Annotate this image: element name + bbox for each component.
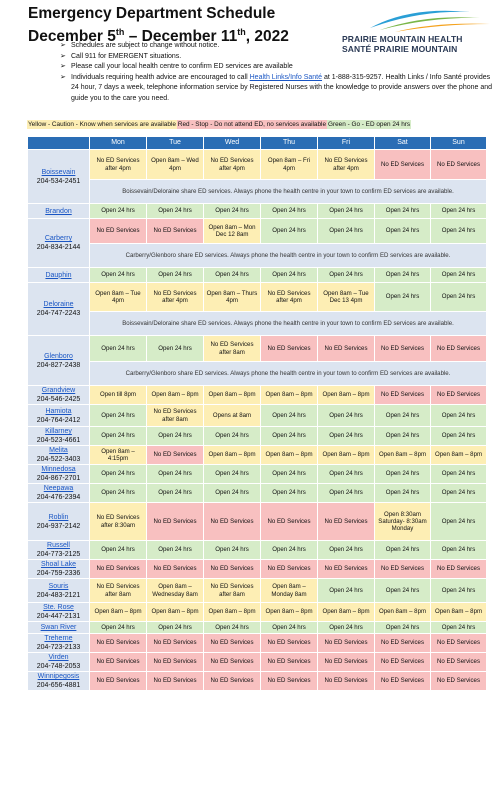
schedule-cell: Open 24 hrs [204, 484, 261, 503]
location-phone: 204-534-2451 [36, 177, 81, 185]
schedule-cell: Open 24 hrs [261, 465, 318, 484]
day-header-fri: Fri [318, 137, 375, 150]
schedule-cell: Open 8am – Fri 4pm [261, 150, 318, 180]
location-cell [28, 603, 90, 622]
schedule-cell: Open 24 hrs [431, 204, 487, 219]
schedule-cell: Open 8am – 8pm [147, 603, 204, 622]
location-cell [28, 503, 90, 541]
location-link[interactable]: Carberry [44, 235, 73, 242]
table-row [28, 405, 487, 427]
schedule-cell: Open 24 hrs [90, 336, 147, 362]
schedule-cell: No ED Services [90, 672, 147, 691]
location-cell [28, 446, 90, 465]
logo-name-en: PRAIRIE MOUNTAIN HEALTH [342, 34, 463, 44]
schedule-cell: Open 24 hrs [147, 541, 204, 560]
schedule-cell: Open 24 hrs [261, 268, 318, 283]
schedule-cell: No ED Services [318, 336, 375, 362]
location-cell [28, 653, 90, 672]
table-row [28, 268, 487, 283]
schedule-cell: No ED Services [204, 503, 261, 541]
schedule-cell: No ED Services [147, 503, 204, 541]
location-phone: 204-759-2336 [36, 570, 81, 577]
schedule-cell: Open 24 hrs [431, 541, 487, 560]
schedule-cell: Open 24 hrs [318, 268, 375, 283]
schedule-cell: Open 24 hrs [375, 405, 431, 427]
schedule-cell: Open 24 hrs [204, 622, 261, 634]
color-legend [27, 120, 411, 129]
schedule-cell: Open 24 hrs [147, 336, 204, 362]
schedule-cell: No ED Services [375, 672, 431, 691]
schedule-cell: No ED Services [318, 503, 375, 541]
location-phone: 204-476-2394 [36, 494, 81, 501]
schedule-cell: Open 24 hrs [375, 541, 431, 560]
location-link[interactable]: Glenboro [44, 352, 73, 360]
schedule-cell: No ED Services [431, 386, 487, 405]
day-header-tue: Tue [147, 137, 204, 150]
legend-red: Red - Stop - Do not attend ED, no services available [177, 121, 327, 128]
date-range: December 5th – December 11th, 2022 [28, 27, 289, 46]
location-phone: 204-546-2425 [36, 396, 81, 403]
schedule-cell: Open 8am – Monday 8am [261, 579, 318, 603]
location-cell [28, 405, 90, 427]
schedule-cell: Open 8am – Wed 4pm [147, 150, 204, 180]
location-phone: 204-483-2121 [36, 591, 81, 599]
schedule-cell: Open 24 hrs [90, 204, 147, 219]
ed-schedule-table [27, 136, 487, 691]
table-row [28, 503, 487, 541]
schedule-cell: Open 24 hrs [431, 503, 487, 541]
location-cell [28, 465, 90, 484]
schedule-cell: Open 8am – 8pm [261, 386, 318, 405]
table-row [28, 465, 487, 484]
schedule-cell: Open 24 hrs [375, 579, 431, 603]
schedule-cell: No ED Services after 4pm [204, 150, 261, 180]
schedule-cell: No ED Services [261, 503, 318, 541]
schedule-cell: No ED Services [90, 560, 147, 579]
schedule-cell: No ED Services [90, 219, 147, 244]
location-phone: 204-656-4881 [36, 682, 81, 689]
schedule-cell: Open 24 hrs [375, 283, 431, 312]
schedule-cell: No ED Services after 8am [204, 336, 261, 362]
table-row [28, 672, 487, 691]
schedule-cell: No ED Services [318, 634, 375, 653]
schedule-cell: Open 24 hrs [318, 427, 375, 446]
location-phone: 204-937-2142 [36, 522, 81, 530]
schedule-cell: No ED Services after 4pm [261, 283, 318, 312]
table-row [28, 150, 487, 180]
shared-services-note-row [28, 180, 487, 204]
logo-swoosh-icon [340, 4, 500, 34]
schedule-cell: Open 8:30am Saturday- 8:30am Monday [375, 503, 431, 541]
schedule-cell: Open 8am – Mon Dec 12 8am [204, 219, 261, 244]
location-cell [28, 541, 90, 560]
schedule-cell: No ED Services [431, 653, 487, 672]
location-link[interactable]: Roblin [48, 513, 69, 521]
notice-item: ➢ Individuals requiring health advice are encouraged to call Health Links/Info Santé at 1-888-315-9257. Health Links / Info Santé provides 24 hour, 7 days a week, telephone information service by Registered Nurses with the knowledge to provide answers over the phone and guide you to the care you need. [60, 73, 496, 105]
location-cell [28, 622, 90, 634]
schedule-cell: Open 8am – 8pm [90, 603, 147, 622]
schedule-cell: Open 24 hrs [90, 465, 147, 484]
location-link[interactable]: Treherne [44, 635, 73, 642]
schedule-cell: No ED Services [261, 672, 318, 691]
schedule-cell: Open 24 hrs [431, 622, 487, 634]
schedule-cell: Open 24 hrs [318, 465, 375, 484]
schedule-cell: No ED Services [375, 336, 431, 362]
schedule-cell: No ED Services after 4pm [318, 150, 375, 180]
schedule-cell: No ED Services [375, 653, 431, 672]
schedule-cell: Open 24 hrs [147, 622, 204, 634]
location-cell [28, 672, 90, 691]
schedule-cell: Open 24 hrs [431, 579, 487, 603]
schedule-cell: Open 24 hrs [431, 405, 487, 427]
schedule-cell: Open 24 hrs [147, 268, 204, 283]
schedule-cell: Open 24 hrs [318, 405, 375, 427]
schedule-cell: Open 8am – 8pm [204, 446, 261, 465]
schedule-cell: No ED Services [375, 386, 431, 405]
schedule-cell: Open 24 hrs [431, 219, 487, 244]
schedule-cell: No ED Services [204, 634, 261, 653]
schedule-cell: No ED Services [375, 560, 431, 579]
location-link[interactable]: Killarney [45, 428, 72, 435]
schedule-cell: Open 24 hrs [147, 204, 204, 219]
table-row [28, 541, 487, 560]
schedule-cell: No ED Services after 8am [204, 579, 261, 603]
table-row [28, 653, 487, 672]
schedule-cell: No ED Services [204, 560, 261, 579]
schedule-cell: No ED Services [147, 560, 204, 579]
schedule-cell: No ED Services [147, 446, 204, 465]
location-link[interactable]: Virden [48, 654, 69, 661]
schedule-cell: Open 8am – 8pm [318, 446, 375, 465]
schedule-cell: Open 24 hrs [261, 484, 318, 503]
location-link[interactable]: Minnedosa [41, 466, 76, 473]
schedule-cell: Open 24 hrs [90, 484, 147, 503]
schedule-cell: Open 8am – Wednesday 8am [147, 579, 204, 603]
schedule-cell: No ED Services [261, 560, 318, 579]
notice-item: ➢ Call 911 for EMERGENT situations. [60, 52, 496, 63]
schedule-cell: No ED Services [261, 336, 318, 362]
table-row [28, 204, 487, 219]
day-header-mon: Mon [90, 137, 147, 150]
location-link[interactable]: Winnipegosis [37, 673, 80, 680]
location-phone: 204-764-2412 [36, 416, 81, 424]
location-link[interactable]: Souris [48, 582, 69, 590]
shared-services-note: Boissevain/Deloraine share ED services. Always phone the health centre in your town to confirm ED services are available. [90, 180, 487, 204]
table-body [28, 150, 487, 691]
schedule-cell: Open 24 hrs [318, 484, 375, 503]
shared-services-note: Carberry/Glenboro share ED services. Always phone the health centre in your town to confirm ED services are available. [90, 362, 487, 386]
notice-list [60, 41, 496, 105]
table-row [28, 219, 487, 244]
shared-services-note-row [28, 362, 487, 386]
schedule-cell: Open 24 hrs [375, 427, 431, 446]
location-cell [28, 386, 90, 405]
schedule-cell: No ED Services [261, 653, 318, 672]
schedule-cell: Open 24 hrs [90, 541, 147, 560]
location-link[interactable]: Grandview [41, 387, 76, 394]
schedule-cell: Open 24 hrs [90, 622, 147, 634]
schedule-cell: Open 8am – 8pm [204, 603, 261, 622]
schedule-cell: No ED Services [261, 634, 318, 653]
schedule-cell: Open 8am – 8pm [375, 446, 431, 465]
location-link[interactable]: Russell [47, 542, 70, 549]
schedule-cell: Open 8am – 8pm [375, 603, 431, 622]
schedule-cell: No ED Services [431, 634, 487, 653]
schedule-cell: Open 24 hrs [261, 427, 318, 446]
schedule-cell: Open 8am – 8pm [261, 446, 318, 465]
shared-services-note-row [28, 312, 487, 336]
location-phone: 204-723-2133 [36, 644, 81, 651]
corner-cell [28, 137, 90, 150]
location-phone: 204-522-3403 [36, 456, 81, 463]
schedule-cell: No ED Services [375, 150, 431, 180]
schedule-cell: Open 24 hrs [90, 268, 147, 283]
schedule-cell: No ED Services after 8:30am [90, 503, 147, 541]
schedule-cell: Open 24 hrs [318, 219, 375, 244]
health-links-link[interactable]: Health Links/Info Santé [249, 73, 323, 81]
schedule-cell: Open 24 hrs [375, 219, 431, 244]
legend-yellow: Yellow - Caution - Know when services are available [28, 121, 176, 128]
location-cell [28, 579, 90, 603]
location-cell [28, 336, 90, 386]
schedule-cell: Open 24 hrs [204, 427, 261, 446]
schedule-cell: Open 24 hrs [431, 484, 487, 503]
table-row [28, 622, 487, 634]
location-phone: 204-523-4661 [36, 437, 81, 444]
schedule-cell: No ED Services [147, 634, 204, 653]
schedule-cell: Open 24 hrs [261, 405, 318, 427]
location-link[interactable]: Brandon [45, 207, 72, 215]
schedule-cell: No ED Services [147, 219, 204, 244]
schedule-cell: Open 24 hrs [204, 541, 261, 560]
schedule-cell: Open 24 hrs [318, 204, 375, 219]
location-phone: 204-447-2131 [36, 613, 81, 620]
schedule-cell: Open 24 hrs [431, 427, 487, 446]
schedule-cell: Open 8am – Thurs 4pm [204, 283, 261, 312]
schedule-cell: Open 24 hrs [318, 541, 375, 560]
location-phone: 204-834-2144 [36, 244, 81, 251]
schedule-cell: Open 24 hrs [375, 268, 431, 283]
location-link[interactable]: Hamiota [45, 407, 72, 415]
location-phone: 204-773-2125 [36, 551, 81, 558]
schedule-cell: Open 24 hrs [204, 268, 261, 283]
document-title: Emergency Department Schedule [28, 5, 276, 22]
shared-services-note-row [28, 244, 487, 268]
schedule-cell: Open 24 hrs [147, 465, 204, 484]
schedule-cell: No ED Services [318, 672, 375, 691]
schedule-cell: Opens at 8am [204, 405, 261, 427]
schedule-cell: Open 24 hrs [431, 283, 487, 312]
schedule-cell: Open 24 hrs [375, 204, 431, 219]
notice-item: ➢ Please call your local health centre to confirm ED services are available [60, 62, 496, 73]
schedule-cell: Open 8am – 8pm [147, 386, 204, 405]
day-header-thu: Thu [261, 137, 318, 150]
location-phone: 204-867-2701 [36, 475, 81, 482]
schedule-cell: No ED Services after 4pm [90, 150, 147, 180]
location-cell [28, 268, 90, 283]
table-row [28, 283, 487, 312]
schedule-cell: Open 24 hrs [375, 484, 431, 503]
table-row [28, 446, 487, 465]
schedule-cell: No ED Services [431, 336, 487, 362]
schedule-cell: Open 8am – Tue 4pm [90, 283, 147, 312]
schedule-cell: No ED Services after 8am [90, 579, 147, 603]
schedule-cell: Open 24 hrs [147, 484, 204, 503]
schedule-cell: No ED Services after 4pm [147, 283, 204, 312]
schedule-cell: Open 24 hrs [261, 622, 318, 634]
schedule-cell: Open 8am – 8pm [261, 603, 318, 622]
schedule-cell: Open 24 hrs [318, 579, 375, 603]
location-cell [28, 560, 90, 579]
schedule-cell: Open 24 hrs [431, 465, 487, 484]
location-link[interactable]: Deloraine [43, 301, 74, 308]
schedule-cell: No ED Services [431, 672, 487, 691]
notice-item: ➢ Schedules are subject to change without notice. [60, 41, 496, 52]
day-header-sat: Sat [375, 137, 431, 150]
table-row [28, 336, 487, 362]
schedule-cell: Open 24 hrs [204, 204, 261, 219]
shared-services-note: Carberry/Glenboro share ED services. Always phone the health centre in your town to confirm ED services are available. [90, 244, 487, 268]
schedule-cell: Open till 8pm [90, 386, 147, 405]
schedule-cell: Open 8am – 4:15pm [90, 446, 147, 465]
location-cell [28, 204, 90, 219]
location-link[interactable]: Boissevain [41, 168, 76, 176]
schedule-cell: Open 24 hrs [261, 204, 318, 219]
schedule-cell: Open 24 hrs [318, 622, 375, 634]
schedule-cell: Open 8am – 8pm [318, 386, 375, 405]
table-header-row [28, 137, 487, 150]
location-phone: 204-827-2438 [36, 361, 81, 369]
location-phone: 204-748-2053 [36, 663, 81, 670]
schedule-cell: Open 24 hrs [90, 405, 147, 427]
schedule-cell: No ED Services [431, 150, 487, 180]
shared-services-note: Boissevain/Deloraine share ED services. Always phone the health centre in your town to confirm ED services are available. [90, 312, 487, 336]
table-row [28, 484, 487, 503]
schedule-cell: Open 24 hrs [261, 219, 318, 244]
schedule-cell: Open 8am – 8pm [431, 446, 487, 465]
schedule-cell: Open 8am – 8pm [204, 386, 261, 405]
table-row [28, 560, 487, 579]
day-header-sun: Sun [431, 137, 487, 150]
location-link[interactable]: Shoal Lake [40, 561, 77, 568]
schedule-cell: Open 24 hrs [431, 268, 487, 283]
schedule-cell: No ED Services [90, 634, 147, 653]
location-link[interactable]: Melita [49, 447, 68, 454]
table-row [28, 603, 487, 622]
schedule-cell: No ED Services [147, 672, 204, 691]
location-cell [28, 427, 90, 446]
location-link[interactable]: Swan River [40, 624, 77, 631]
location-phone: 204-747-2243 [36, 310, 81, 317]
schedule-cell: Open 8am – 8pm [431, 603, 487, 622]
schedule-cell: Open 8am – Tue Dec 13 4pm [318, 283, 375, 312]
logo-name-fr: SANTÉ PRAIRIE MOUNTAIN [342, 44, 458, 54]
table-row [28, 386, 487, 405]
schedule-cell: No ED Services [318, 560, 375, 579]
location-cell [28, 150, 90, 204]
schedule-cell: No ED Services [147, 653, 204, 672]
day-header-wed: Wed [204, 137, 261, 150]
schedule-cell: Open 24 hrs [204, 465, 261, 484]
table-row [28, 427, 487, 446]
schedule-cell: Open 8am – 8pm [318, 603, 375, 622]
location-cell [28, 484, 90, 503]
location-cell [28, 634, 90, 653]
legend-green: Green - Go - ED open 24 hrs [328, 121, 411, 128]
schedule-cell: Open 24 hrs [147, 427, 204, 446]
table-row [28, 634, 487, 653]
table-row [28, 579, 487, 603]
schedule-cell: Open 24 hrs [261, 541, 318, 560]
schedule-cell: No ED Services [431, 560, 487, 579]
location-link[interactable]: Ste. Rose [43, 604, 74, 611]
location-link[interactable]: Neepawa [43, 485, 74, 492]
schedule-cell: Open 24 hrs [375, 465, 431, 484]
schedule-cell: No ED Services after 8am [147, 405, 204, 427]
schedule-cell: No ED Services [318, 653, 375, 672]
schedule-cell: No ED Services [375, 634, 431, 653]
schedule-cell: No ED Services [204, 653, 261, 672]
schedule-cell: Open 24 hrs [90, 427, 147, 446]
location-link[interactable]: Dauphin [45, 271, 72, 279]
schedule-cell: No ED Services [204, 672, 261, 691]
location-cell [28, 219, 90, 268]
location-cell [28, 283, 90, 336]
schedule-cell: No ED Services [90, 653, 147, 672]
schedule-cell: Open 24 hrs [375, 622, 431, 634]
